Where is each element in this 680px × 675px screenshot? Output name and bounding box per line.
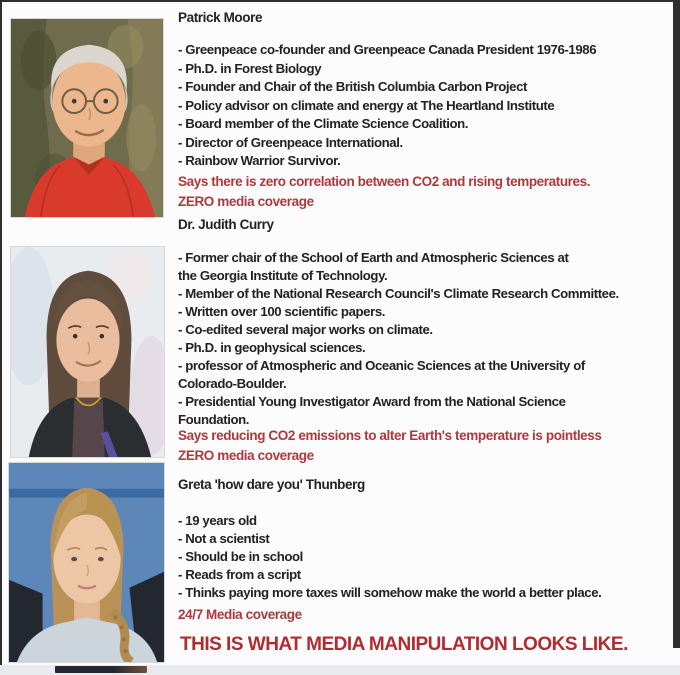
fact-line: - Board member of the Climate Science Coalition. xyxy=(178,116,469,131)
fact-line: - Founder and Chair of the British Columbia Carbon Project xyxy=(178,79,527,94)
fact-line: - Member of the National Research Council's Climate Research Committee. xyxy=(178,286,619,301)
fact-line: - Reads from a script xyxy=(178,567,301,582)
fact-list-judith-curry xyxy=(178,249,619,429)
fact-list-patrick-moore xyxy=(178,41,596,171)
fact-line: - Written over 100 scientific papers. xyxy=(178,304,386,319)
fact-line: - Former chair of the School of Earth and Atmospheric Sciences at xyxy=(178,250,569,265)
claim-text-patrick-moore xyxy=(178,172,590,211)
greta-thunberg-portrait-illustration xyxy=(9,463,164,662)
person-name-judith-curry: Dr. Judith Curry xyxy=(178,217,274,232)
meme-border-right xyxy=(673,0,680,648)
patrick-moore-portrait-illustration xyxy=(11,19,163,217)
claim-line: ZERO media coverage xyxy=(178,447,314,463)
fact-line: - professor of Atmospheric and Oceanic Sciences at the University of xyxy=(178,358,585,373)
fact-line: - Presidential Young Investigator Award from the National Science xyxy=(178,394,566,409)
meme-border-left xyxy=(0,0,2,665)
claim-text-greta-thunberg xyxy=(178,605,302,625)
photo-greta-thunberg xyxy=(8,462,165,663)
fact-line: - Co-edited several major works on climate. xyxy=(178,322,433,337)
fact-line: - Ph.D. in Forest Biology xyxy=(178,60,322,76)
claim-line: Says there is zero correlation between CO2 and rising temperatures. xyxy=(178,174,591,189)
fact-line: - Thinks paying more taxes will somehow make the world a better place. xyxy=(178,585,602,600)
fact-line: the Georgia Institute of Technology. xyxy=(178,268,388,283)
fact-line: - Rainbow Warrior Survivor. xyxy=(178,153,341,168)
fact-line: - Greenpeace co-founder and Greenpeace Canada President 1976-1986 xyxy=(178,42,597,57)
claim-text-judith-curry xyxy=(178,426,602,465)
claim-line: ZERO media coverage xyxy=(178,193,314,209)
photo-patrick-moore xyxy=(10,18,164,218)
fact-list-greta-thunberg xyxy=(178,512,601,602)
claim-line: 24/7 Media coverage xyxy=(178,607,302,622)
meme-headline: THIS IS WHAT MEDIA MANIPULATION LOOKS LIKE. xyxy=(180,634,628,655)
fact-line: - Director of Greenpeace International. xyxy=(178,134,403,150)
fact-line: - Ph.D. in geophysical sciences. xyxy=(178,340,366,355)
fact-line: - Should be in school xyxy=(178,549,303,564)
meme-border-top xyxy=(0,0,680,2)
fact-line: Foundation. xyxy=(178,412,250,427)
judith-curry-portrait-illustration xyxy=(11,247,164,457)
fact-line: Colorado-Boulder. xyxy=(178,376,287,391)
next-image-edge xyxy=(55,666,147,673)
fact-line: - Policy advisor on climate and energy at The Heartland Institute xyxy=(178,97,555,113)
person-name-greta-thunberg: Greta 'how dare you' Thunberg xyxy=(178,477,365,492)
photo-judith-curry xyxy=(10,246,165,458)
claim-line: Says reducing CO2 emissions to alter Earth's temperature is pointless xyxy=(178,428,602,443)
fact-line: - 19 years old xyxy=(178,513,257,528)
person-name-patrick-moore: Patrick Moore xyxy=(178,10,263,25)
fact-line: - Not a scientist xyxy=(178,531,270,546)
